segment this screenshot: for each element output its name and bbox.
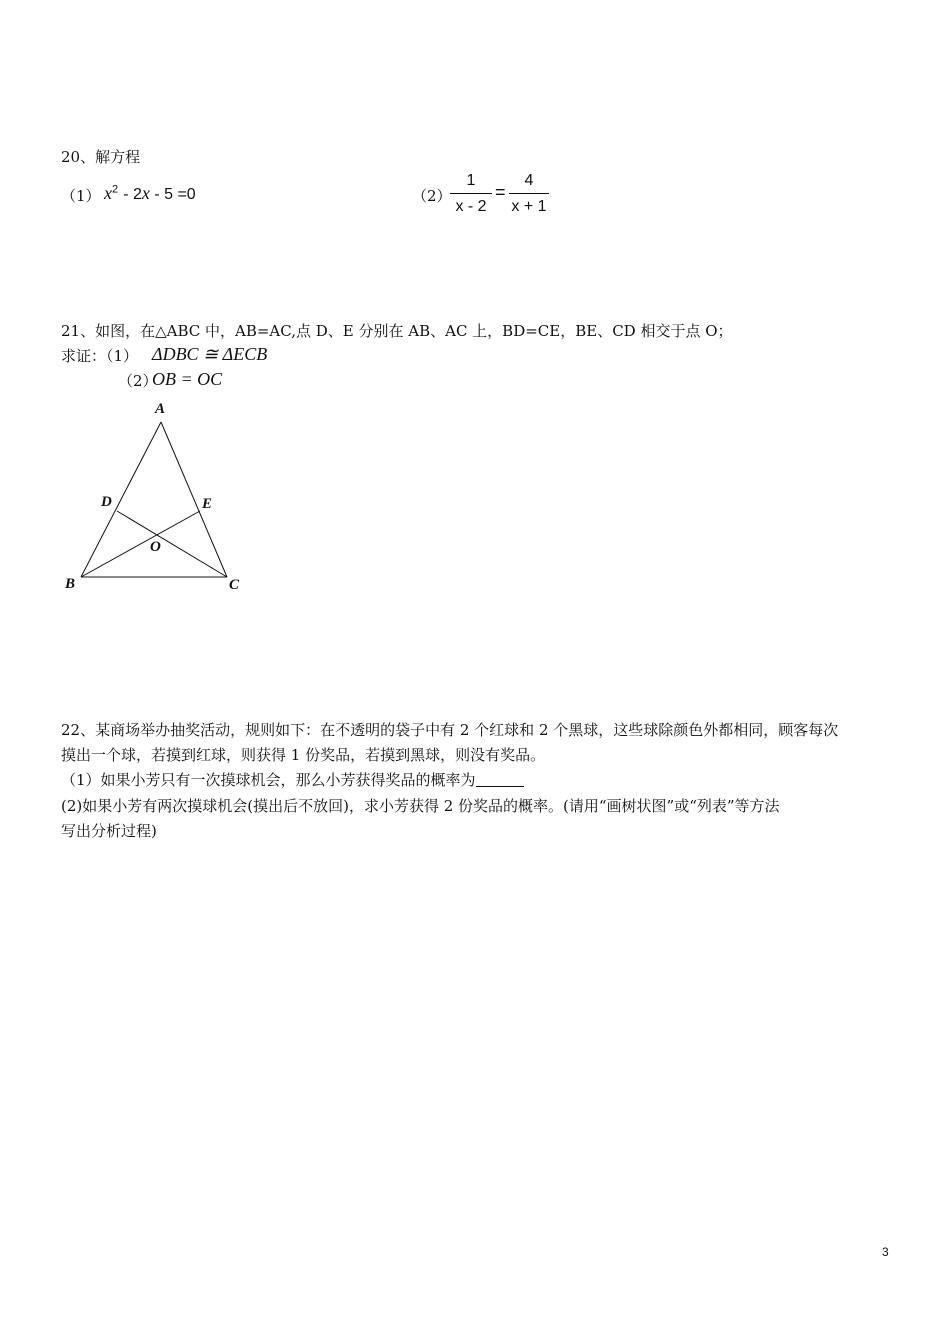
q20-lhs-denominator: x - 2 [455, 198, 487, 215]
q22-line3-text: （1）如果小芳只有一次摸球机会，那么小芳获得奖品的概率为 [61, 771, 476, 789]
q22-line2: 摸出一个球，若摸到红球，则获得 1 份奖品，若摸到黑球，则没有奖品。 [61, 746, 546, 764]
label-C: C [229, 577, 240, 593]
q20-lhs-numerator: 1 [466, 172, 476, 189]
q21-title: 21、如图，在△ABC 中，AB=AC,点 D、E 分别在 AB、AC 上，BD=CE，BE、CD 相交于点 O； [61, 322, 733, 340]
segment-AC [161, 422, 227, 577]
label-O: O [150, 539, 161, 555]
page-number: 3 [882, 1245, 889, 1259]
q20-part2-label: （2） [412, 187, 452, 205]
label-D: D [101, 494, 112, 510]
segment-BE [81, 511, 200, 577]
q20-part1-label: （1） [61, 187, 101, 205]
label-B: B [65, 576, 76, 592]
q22-line3 [61, 770, 524, 790]
q20-title: 20、解方程 [61, 148, 141, 166]
q22-line5: 写出分析过程) [61, 822, 157, 840]
q20-equals: = [495, 182, 506, 202]
q21-part2-expression: OB = OC [152, 369, 223, 389]
q20-rhs-denominator: x + 1 [511, 198, 547, 215]
q22-line1: 22、某商场举办抽奖活动，规则如下：在不透明的袋子中有 2 个红球和 2 个黑球，这些球除颜色外都相同，顾客每次 [61, 721, 839, 739]
answer-blank[interactable] [476, 772, 524, 787]
label-E: E [202, 496, 213, 512]
q21-prove-label: 求证：（1） [61, 347, 139, 365]
segment-CD [117, 511, 227, 577]
label-A: A [155, 401, 166, 417]
q21-part1-expression: ΔDBC ≅ ΔECB [152, 344, 268, 364]
segment-AB [81, 422, 161, 577]
q20-rhs-numerator: 4 [524, 172, 534, 189]
q22-line4: (2)如果小芳有两次摸球机会(摸出后不放回)，求小芳获得 2 份奖品的概率。(请用“画树状图”或“列表”等方法 [61, 797, 780, 815]
q20-part1-equation: $x^2 - 2x - 5 =0$ [104, 183, 196, 203]
q21-part2-label: （2） [118, 372, 158, 390]
